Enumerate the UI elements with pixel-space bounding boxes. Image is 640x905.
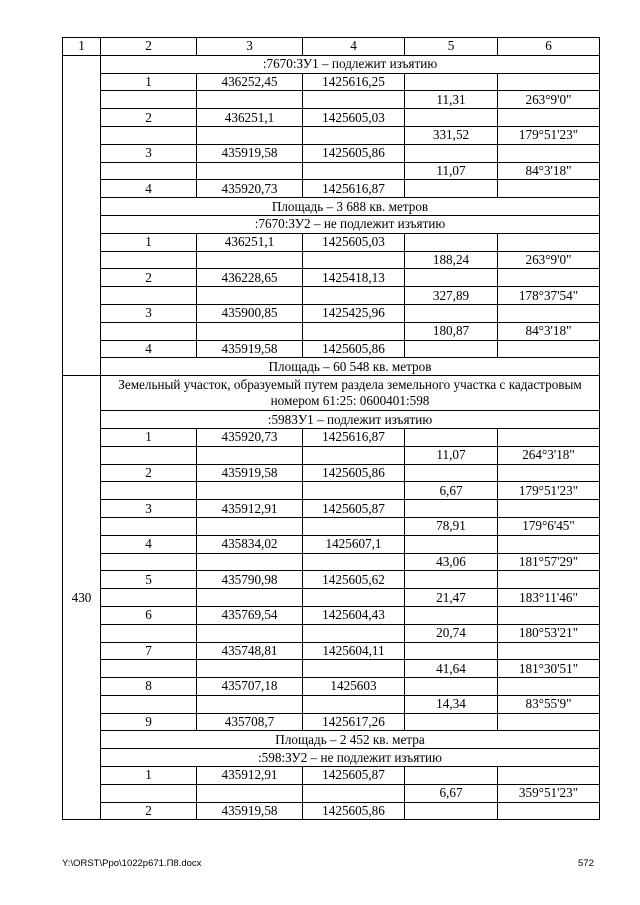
- empty-cell: [405, 109, 498, 127]
- coord-y: 1425616,87: [303, 180, 405, 198]
- point-number: 2: [101, 464, 197, 482]
- coord-y: 1425616,87: [303, 428, 405, 446]
- point-number: 3: [101, 500, 197, 518]
- point-row: [63, 464, 600, 482]
- coord-x: 435919,58: [197, 802, 303, 820]
- segment-angle: 179°51'23": [498, 482, 600, 500]
- empty-cell: [405, 428, 498, 446]
- point-number: 2: [101, 269, 197, 287]
- point-row: [63, 304, 600, 322]
- empty-cell: [405, 535, 498, 553]
- empty-cell: [498, 767, 600, 785]
- section-title: :7670:ЗУ2 – не подлежит изъятию: [101, 215, 600, 233]
- point-number: 2: [101, 802, 197, 820]
- segment-row: [63, 695, 600, 713]
- segment-angle: 180°53'21": [498, 624, 600, 642]
- coord-y: 1425617,26: [303, 713, 405, 731]
- empty-cell: [303, 322, 405, 340]
- segment-length: 20,74: [405, 624, 498, 642]
- point-row: [63, 340, 600, 358]
- segment-length: 180,87: [405, 322, 498, 340]
- segment-row: [63, 482, 600, 500]
- segment-length: 41,64: [405, 660, 498, 678]
- footer-file-path: Y:\ORST\Ppo\1022p671.П8.docx: [62, 858, 202, 869]
- coord-x: 435912,91: [197, 500, 303, 518]
- segment-angle: 181°57'29": [498, 553, 600, 571]
- coord-x: 435919,58: [197, 340, 303, 358]
- segment-angle: 84°3'18": [498, 162, 600, 180]
- section-title: :598:ЗУ2 – не подлежит изъятию: [101, 749, 600, 767]
- point-number: 9: [101, 713, 197, 731]
- coord-x: 435834,02: [197, 535, 303, 553]
- point-row: [63, 269, 600, 287]
- empty-cell: [405, 340, 498, 358]
- point-number: 5: [101, 571, 197, 589]
- coord-x: 435912,91: [197, 767, 303, 785]
- segment-angle: 263°9'0": [498, 251, 600, 269]
- empty-cell: [498, 109, 600, 127]
- header-cell: 2: [101, 38, 197, 56]
- object-number: 430: [63, 376, 101, 820]
- empty-cell: [498, 606, 600, 624]
- empty-cell: [101, 251, 197, 269]
- empty-cell: [498, 642, 600, 660]
- segment-angle: 264°3'18": [498, 446, 600, 464]
- section-title-row: [63, 411, 600, 429]
- empty-cell: [405, 500, 498, 518]
- point-row: [63, 802, 600, 820]
- empty-cell: [101, 482, 197, 500]
- empty-cell: [405, 233, 498, 251]
- empty-cell: [303, 517, 405, 535]
- header-cell: 1: [63, 38, 101, 56]
- empty-cell: [498, 678, 600, 696]
- empty-cell: [101, 695, 197, 713]
- empty-cell: [498, 144, 600, 162]
- empty-cell: [303, 126, 405, 144]
- point-row: [63, 233, 600, 251]
- object-number: [63, 55, 101, 375]
- coord-y: 1425605,86: [303, 340, 405, 358]
- empty-cell: [498, 464, 600, 482]
- segment-length: 21,47: [405, 589, 498, 607]
- point-number: 1: [101, 73, 197, 91]
- point-number: 1: [101, 233, 197, 251]
- point-number: 7: [101, 642, 197, 660]
- point-number: 6: [101, 606, 197, 624]
- segment-length: 11,07: [405, 446, 498, 464]
- segment-angle: 84°3'18": [498, 322, 600, 340]
- coord-x: 435790,98: [197, 571, 303, 589]
- header-cell: 4: [303, 38, 405, 56]
- empty-cell: [405, 678, 498, 696]
- coord-x: 436251,1: [197, 109, 303, 127]
- empty-cell: [498, 73, 600, 91]
- point-number: 4: [101, 340, 197, 358]
- empty-cell: [101, 322, 197, 340]
- segment-row: [63, 162, 600, 180]
- empty-cell: [498, 340, 600, 358]
- point-row: [63, 713, 600, 731]
- empty-cell: [197, 482, 303, 500]
- coord-y: 1425605,03: [303, 109, 405, 127]
- empty-cell: [303, 624, 405, 642]
- point-number: 1: [101, 767, 197, 785]
- coord-x: 435919,58: [197, 464, 303, 482]
- coord-y: 1425605,03: [303, 233, 405, 251]
- coord-y: 1425605,86: [303, 802, 405, 820]
- empty-cell: [101, 624, 197, 642]
- empty-cell: [405, 767, 498, 785]
- empty-cell: [101, 589, 197, 607]
- coord-y: 1425605,86: [303, 464, 405, 482]
- empty-cell: [101, 660, 197, 678]
- section-title-row: [63, 215, 600, 233]
- point-row: [63, 144, 600, 162]
- point-number: 3: [101, 304, 197, 322]
- segment-row: [63, 322, 600, 340]
- empty-cell: [101, 162, 197, 180]
- empty-cell: [101, 91, 197, 109]
- empty-cell: [197, 553, 303, 571]
- empty-cell: [498, 269, 600, 287]
- segment-row: [63, 126, 600, 144]
- empty-cell: [405, 571, 498, 589]
- empty-cell: [197, 517, 303, 535]
- segment-angle: 179°51'23": [498, 126, 600, 144]
- empty-cell: [303, 660, 405, 678]
- segment-row: [63, 553, 600, 571]
- point-row: [63, 606, 600, 624]
- empty-cell: [498, 304, 600, 322]
- coord-x: 435748,81: [197, 642, 303, 660]
- segment-row: [63, 517, 600, 535]
- empty-cell: [303, 784, 405, 802]
- area-row: [63, 198, 600, 216]
- empty-cell: [197, 660, 303, 678]
- point-row: [63, 73, 600, 91]
- object-description: Земельный участок, образуемый путем раздела земельного участка с кадастровым номером 61:25: 0600401:598: [101, 376, 600, 411]
- empty-cell: [101, 446, 197, 464]
- empty-cell: [303, 251, 405, 269]
- coord-x: 435708,7: [197, 713, 303, 731]
- coord-y: 1425604,43: [303, 606, 405, 624]
- empty-cell: [197, 91, 303, 109]
- empty-cell: [405, 464, 498, 482]
- coord-y: 1425605,86: [303, 144, 405, 162]
- segment-angle: 178°37'54": [498, 287, 600, 305]
- area-value: Площадь – 3 688 кв. метров: [101, 198, 600, 216]
- coord-x: 435920,73: [197, 428, 303, 446]
- segment-length: 11,07: [405, 162, 498, 180]
- area-value: Площадь – 60 548 кв. метров: [101, 358, 600, 376]
- empty-cell: [405, 713, 498, 731]
- empty-cell: [405, 802, 498, 820]
- coord-y: 1425605,87: [303, 767, 405, 785]
- empty-cell: [101, 517, 197, 535]
- segment-row: [63, 287, 600, 305]
- empty-cell: [405, 73, 498, 91]
- empty-cell: [197, 589, 303, 607]
- segment-length: 331,52: [405, 126, 498, 144]
- table-header-row: [63, 38, 600, 56]
- section-title: :5983У1 – подлежит изъятию: [101, 411, 600, 429]
- segment-angle: 179°6'45": [498, 517, 600, 535]
- segment-length: 188,24: [405, 251, 498, 269]
- empty-cell: [303, 446, 405, 464]
- empty-cell: [303, 162, 405, 180]
- empty-cell: [303, 287, 405, 305]
- point-row: [63, 535, 600, 553]
- empty-cell: [498, 571, 600, 589]
- segment-length: 327,89: [405, 287, 498, 305]
- empty-cell: [101, 287, 197, 305]
- coord-y: 1425605,62: [303, 571, 405, 589]
- empty-cell: [197, 126, 303, 144]
- header-cell: 5: [405, 38, 498, 56]
- segment-row: [63, 784, 600, 802]
- point-number: 1: [101, 428, 197, 446]
- coord-x: 436252,45: [197, 73, 303, 91]
- empty-cell: [303, 482, 405, 500]
- empty-cell: [197, 287, 303, 305]
- point-row: [63, 180, 600, 198]
- empty-cell: [405, 304, 498, 322]
- area-row: [63, 731, 600, 749]
- segment-row: [63, 624, 600, 642]
- coord-x: 435919,58: [197, 144, 303, 162]
- coord-y: 1425604,11: [303, 642, 405, 660]
- empty-cell: [101, 553, 197, 571]
- segment-angle: 83°55'9": [498, 695, 600, 713]
- point-row: [63, 767, 600, 785]
- coord-y: 1425607,1: [303, 535, 405, 553]
- coord-y: 1425616,25: [303, 73, 405, 91]
- empty-cell: [498, 180, 600, 198]
- segment-row: [63, 589, 600, 607]
- point-number: 4: [101, 535, 197, 553]
- empty-cell: [197, 446, 303, 464]
- empty-cell: [101, 126, 197, 144]
- empty-cell: [498, 428, 600, 446]
- coord-x: 435920,73: [197, 180, 303, 198]
- point-number: 4: [101, 180, 197, 198]
- empty-cell: [197, 784, 303, 802]
- segment-length: 43,06: [405, 553, 498, 571]
- segment-length: 6,67: [405, 784, 498, 802]
- section-title-row: [63, 55, 600, 73]
- coord-x: 436228,65: [197, 269, 303, 287]
- empty-cell: [405, 606, 498, 624]
- empty-cell: [197, 251, 303, 269]
- coordinates-table: [62, 37, 600, 820]
- segment-row: [63, 446, 600, 464]
- footer-page-number: 572: [578, 858, 594, 869]
- coord-y: 1425425,96: [303, 304, 405, 322]
- empty-cell: [498, 233, 600, 251]
- area-row: [63, 358, 600, 376]
- empty-cell: [197, 162, 303, 180]
- point-number: 3: [101, 144, 197, 162]
- point-row: [63, 500, 600, 518]
- segment-angle: 181°30'51": [498, 660, 600, 678]
- segment-angle: 359°51'23": [498, 784, 600, 802]
- segment-length: 6,67: [405, 482, 498, 500]
- empty-cell: [303, 91, 405, 109]
- coord-y: 1425603: [303, 678, 405, 696]
- empty-cell: [197, 624, 303, 642]
- point-row: [63, 678, 600, 696]
- area-value: Площадь – 2 452 кв. метра: [101, 731, 600, 749]
- empty-cell: [101, 784, 197, 802]
- empty-cell: [303, 553, 405, 571]
- empty-cell: [498, 713, 600, 731]
- segment-row: [63, 251, 600, 269]
- segment-length: 11,31: [405, 91, 498, 109]
- empty-cell: [498, 802, 600, 820]
- point-number: 2: [101, 109, 197, 127]
- coord-x: 435900,85: [197, 304, 303, 322]
- header-cell: 6: [498, 38, 600, 56]
- empty-cell: [405, 269, 498, 287]
- empty-cell: [303, 589, 405, 607]
- header-cell: 3: [197, 38, 303, 56]
- segment-row: [63, 91, 600, 109]
- coord-y: 1425418,13: [303, 269, 405, 287]
- point-row: [63, 428, 600, 446]
- coord-x: 436251,1: [197, 233, 303, 251]
- empty-cell: [405, 144, 498, 162]
- coord-x: 435769,54: [197, 606, 303, 624]
- empty-cell: [303, 695, 405, 713]
- segment-row: [63, 660, 600, 678]
- coord-x: 435707,18: [197, 678, 303, 696]
- empty-cell: [498, 535, 600, 553]
- empty-cell: [498, 500, 600, 518]
- point-row: [63, 571, 600, 589]
- empty-cell: [405, 180, 498, 198]
- segment-length: 14,34: [405, 695, 498, 713]
- empty-cell: [405, 642, 498, 660]
- point-row: [63, 109, 600, 127]
- empty-cell: [197, 695, 303, 713]
- point-number: 8: [101, 678, 197, 696]
- empty-cell: [197, 322, 303, 340]
- coord-y: 1425605,87: [303, 500, 405, 518]
- segment-length: 78,91: [405, 517, 498, 535]
- section-title: :7670:ЗУ1 – подлежит изъятию: [101, 55, 600, 73]
- segment-angle: 183°11'46": [498, 589, 600, 607]
- point-row: [63, 642, 600, 660]
- section-title-row: [63, 749, 600, 767]
- segment-angle: 263°9'0": [498, 91, 600, 109]
- object-description-row: [63, 376, 600, 411]
